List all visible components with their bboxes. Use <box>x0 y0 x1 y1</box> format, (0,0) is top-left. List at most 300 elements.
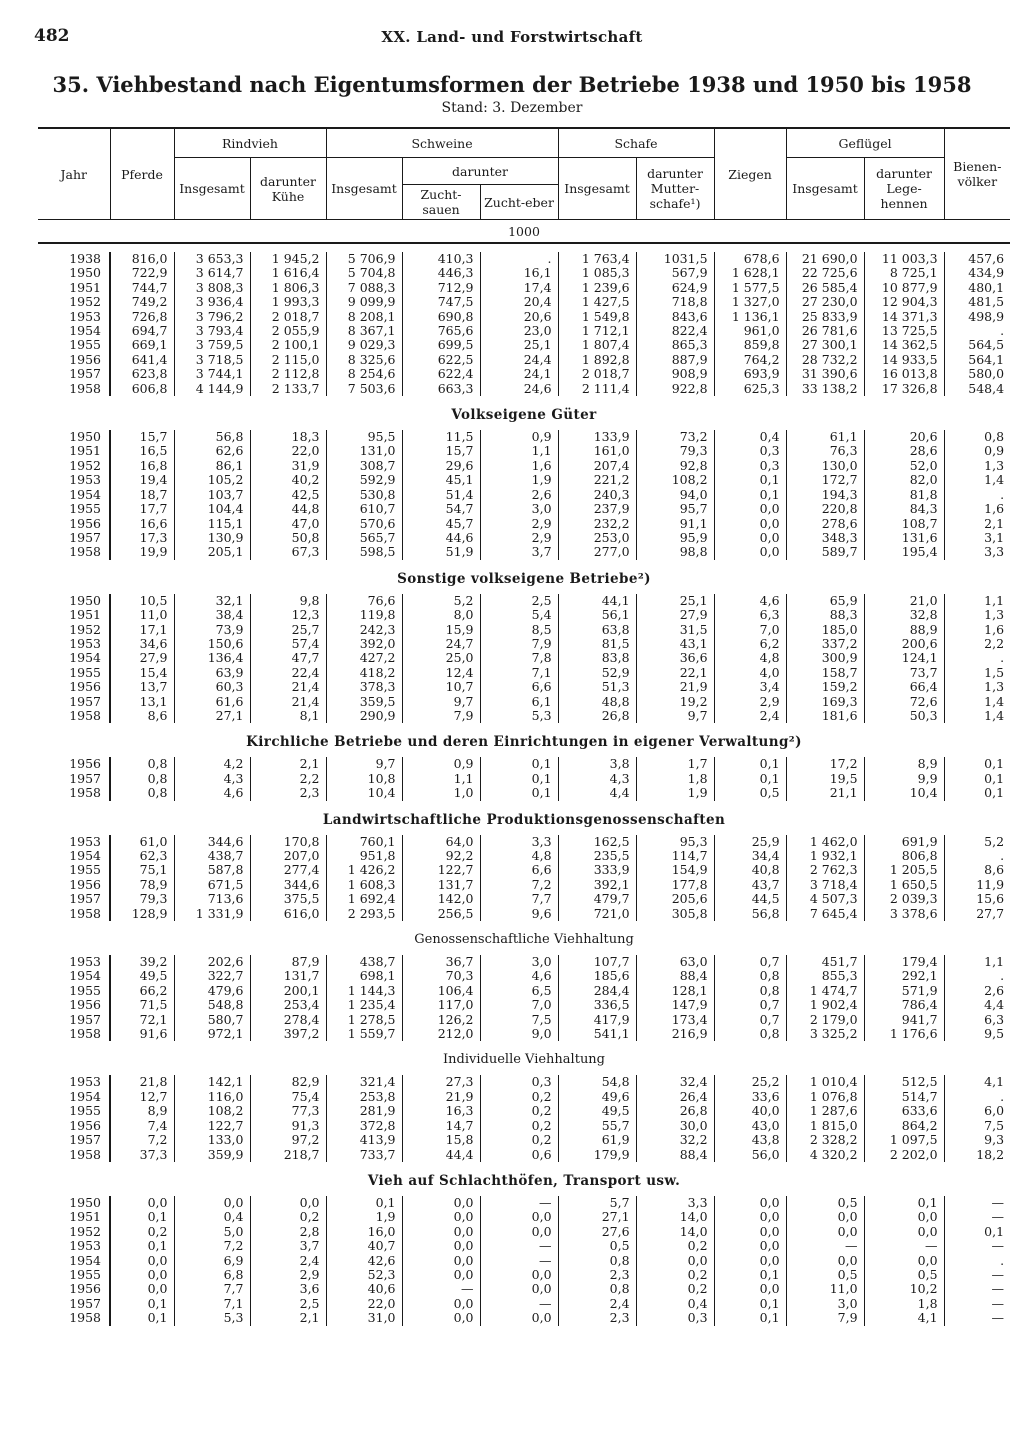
value-cell: 321,4 <box>326 1075 402 1089</box>
value-cell: 136,4 <box>174 651 250 665</box>
value-cell: 21,0 <box>864 594 944 608</box>
year-cell: 1954 <box>69 650 101 666</box>
value-cell: 15,6 <box>944 892 1010 906</box>
value-cell: 131,7 <box>250 969 326 983</box>
table-row <box>38 863 1010 877</box>
year-cell: 1956 <box>69 1117 101 1133</box>
value-cell: 290,9 <box>326 709 402 723</box>
value-cell: 0,2 <box>480 1090 558 1104</box>
value-cell: 0,1 <box>480 786 558 800</box>
value-cell: 95,5 <box>326 430 402 444</box>
value-cell: 124,1 <box>864 651 944 665</box>
header-rind-kuehe: darunter Kühe <box>250 158 326 220</box>
value-cell: 690,8 <box>402 310 480 324</box>
value-cell: 2,6 <box>944 984 1010 998</box>
value-cell: 63,9 <box>174 666 250 680</box>
value-cell: . <box>944 969 1010 983</box>
value-cell: 972,1 <box>174 1027 250 1041</box>
value-cell: 81,5 <box>558 637 636 651</box>
value-cell: 24,7 <box>402 637 480 651</box>
value-cell: 0,6 <box>480 1148 558 1162</box>
table-row <box>38 382 1010 396</box>
table-row <box>38 444 1010 458</box>
value-cell: 130,0 <box>786 459 864 473</box>
value-cell: 181,6 <box>786 709 864 723</box>
value-cell: 9,8 <box>250 594 326 608</box>
value-cell: 13,1 <box>110 695 174 709</box>
value-cell: 25,0 <box>402 651 480 665</box>
year-cell: 1952 <box>69 294 101 310</box>
value-cell: 12 904,3 <box>864 295 944 309</box>
value-cell: 51,4 <box>402 488 480 502</box>
value-cell: 13 725,5 <box>864 324 944 338</box>
value-cell: 693,9 <box>714 367 786 381</box>
value-cell: 1 902,4 <box>786 998 864 1012</box>
value-cell: 27,3 <box>402 1075 480 1089</box>
header-mutterschafe: darunter Mutter-schafe¹) <box>636 158 714 220</box>
value-cell: 87,9 <box>250 955 326 969</box>
value-cell: 0,0 <box>714 517 786 531</box>
value-cell: 548,8 <box>174 998 250 1012</box>
value-cell: 3 759,5 <box>174 338 250 352</box>
year-cell: 1955 <box>69 664 101 680</box>
value-cell: 0,8 <box>110 772 174 786</box>
value-cell: 103,7 <box>174 488 250 502</box>
value-cell: 0,0 <box>864 1254 944 1268</box>
value-cell: 11,5 <box>402 430 480 444</box>
year-cell: 1957 <box>69 1295 101 1311</box>
value-cell: 1 010,4 <box>786 1075 864 1089</box>
value-cell: 253,8 <box>326 1090 402 1104</box>
table-row <box>38 1119 1010 1133</box>
value-cell: 73,9 <box>174 623 250 637</box>
value-cell: 1 892,8 <box>558 353 636 367</box>
value-cell: 1,4 <box>944 709 1010 723</box>
year-cell: 1951 <box>69 279 101 295</box>
value-cell: 22,0 <box>326 1297 402 1311</box>
value-cell: 19,9 <box>110 545 174 559</box>
value-cell: 481,5 <box>944 295 1010 309</box>
year-cell: 1956 <box>69 515 101 531</box>
value-cell: 27,9 <box>636 608 714 622</box>
value-cell: 0,0 <box>786 1210 864 1224</box>
value-cell: 26 781,6 <box>786 324 864 338</box>
value-cell: 587,8 <box>174 863 250 877</box>
value-cell: 344,6 <box>250 878 326 892</box>
value-cell: 122,7 <box>402 863 480 877</box>
value-cell: 3,3 <box>636 1196 714 1210</box>
value-cell: 305,8 <box>636 907 714 921</box>
header-schw-insgesamt: Insgesamt <box>326 158 402 220</box>
value-cell: 6,9 <box>174 1254 250 1268</box>
value-cell: 0,0 <box>402 1239 480 1253</box>
value-cell: 6,2 <box>714 637 786 651</box>
value-cell: 3,4 <box>714 680 786 694</box>
value-cell: 130,9 <box>174 531 250 545</box>
value-cell: 77,3 <box>250 1104 326 1118</box>
value-cell: 622,5 <box>402 353 480 367</box>
table-row <box>38 266 1010 280</box>
value-cell: 150,6 <box>174 637 250 651</box>
value-cell: 3 793,4 <box>174 324 250 338</box>
value-cell: 816,0 <box>110 252 174 266</box>
value-cell: 1 628,1 <box>714 266 786 280</box>
section-heading-row <box>38 1162 1010 1196</box>
value-cell: 11,0 <box>786 1282 864 1296</box>
value-cell: 3 718,4 <box>786 878 864 892</box>
year-cell: 1958 <box>69 1146 101 1162</box>
table-row <box>38 955 1010 969</box>
value-cell: 82,9 <box>250 1075 326 1089</box>
section-title: Landwirtschaftliche Produktionsgenossenschaften <box>322 811 726 828</box>
value-cell: 0,0 <box>480 1210 558 1224</box>
value-cell: 131,0 <box>326 444 402 458</box>
value-cell: 479,6 <box>174 984 250 998</box>
header-schweine: Schweine <box>326 128 558 158</box>
value-cell: 1 945,2 <box>250 252 326 266</box>
value-cell: 1 616,4 <box>250 266 326 280</box>
value-cell: 14 362,5 <box>864 338 944 352</box>
value-cell: 480,1 <box>944 281 1010 295</box>
value-cell: 2,9 <box>714 695 786 709</box>
table-row <box>38 786 1010 800</box>
value-cell: 52,0 <box>864 459 944 473</box>
value-cell: 733,7 <box>326 1148 402 1162</box>
value-cell: 4,3 <box>174 772 250 786</box>
value-cell: 322,7 <box>174 969 250 983</box>
value-cell: 70,3 <box>402 969 480 983</box>
year-cell: 1952 <box>69 1223 101 1239</box>
table-row <box>38 1268 1010 1282</box>
value-cell: 722,9 <box>110 266 174 280</box>
value-cell: 56,1 <box>558 608 636 622</box>
value-cell: 7,8 <box>480 651 558 665</box>
value-cell: 721,0 <box>558 907 636 921</box>
value-cell: 78,9 <box>110 878 174 892</box>
value-cell: 699,5 <box>402 338 480 352</box>
value-cell: . <box>944 651 1010 665</box>
table-row <box>38 310 1010 324</box>
value-cell: 451,7 <box>786 955 864 969</box>
year-cell: 1956 <box>69 756 101 772</box>
value-cell: 207,4 <box>558 459 636 473</box>
value-cell: 4,6 <box>714 594 786 608</box>
value-cell: 8 325,6 <box>326 353 402 367</box>
year-cell: 1953 <box>69 954 101 970</box>
value-cell: 7,1 <box>480 666 558 680</box>
section-heading-row <box>38 560 1010 594</box>
table-row <box>38 1196 1010 1210</box>
value-cell: 91,1 <box>636 517 714 531</box>
value-cell: 36,6 <box>636 651 714 665</box>
value-cell: 9,7 <box>326 757 402 771</box>
value-cell: . <box>944 1090 1010 1104</box>
value-cell: 9,7 <box>636 709 714 723</box>
value-cell: 859,8 <box>714 338 786 352</box>
value-cell: 97,2 <box>250 1133 326 1147</box>
value-cell: 4 320,2 <box>786 1148 864 1162</box>
value-cell: 1 993,3 <box>250 295 326 309</box>
value-cell: 0,0 <box>864 1210 944 1224</box>
value-cell: 277,4 <box>250 863 326 877</box>
value-cell: 44,8 <box>250 502 326 516</box>
header-gefluegel: Geflügel <box>786 128 944 158</box>
value-cell: 541,1 <box>558 1027 636 1041</box>
table-row <box>38 594 1010 608</box>
value-cell: 0,0 <box>480 1311 558 1325</box>
value-cell: 5,0 <box>174 1225 250 1239</box>
table-row <box>38 1297 1010 1311</box>
value-cell: 786,4 <box>864 998 944 1012</box>
table-row <box>38 1282 1010 1296</box>
value-cell: 0,9 <box>480 430 558 444</box>
value-cell: 64,0 <box>402 835 480 849</box>
table-row <box>38 1013 1010 1027</box>
value-cell: 413,9 <box>326 1133 402 1147</box>
value-cell: 40,8 <box>714 863 786 877</box>
value-cell: 4,0 <box>714 666 786 680</box>
value-cell: 530,8 <box>326 488 402 502</box>
value-cell: 32,4 <box>636 1075 714 1089</box>
value-cell: 2 293,5 <box>326 907 402 921</box>
value-cell: 0,0 <box>714 1282 786 1296</box>
table-row <box>38 757 1010 771</box>
value-cell: 22 725,6 <box>786 266 864 280</box>
value-cell: 253,4 <box>250 998 326 1012</box>
value-cell: 56,0 <box>714 1148 786 1162</box>
value-cell: 1,1 <box>480 444 558 458</box>
value-cell: 0,1 <box>480 772 558 786</box>
value-cell: 98,8 <box>636 545 714 559</box>
value-cell: 1 559,7 <box>326 1027 402 1041</box>
value-cell: — <box>480 1297 558 1311</box>
value-cell: 5,3 <box>174 1311 250 1325</box>
value-cell: 0,1 <box>944 757 1010 771</box>
value-cell: 32,1 <box>174 594 250 608</box>
value-cell: 15,4 <box>110 666 174 680</box>
value-cell: 122,7 <box>174 1119 250 1133</box>
year-cell: 1953 <box>69 308 101 324</box>
value-cell: 25,2 <box>714 1075 786 1089</box>
value-cell: 0,8 <box>944 430 1010 444</box>
header-jahr: Jahr <box>38 128 110 220</box>
value-cell: 7 088,3 <box>326 281 402 295</box>
value-cell: 30,0 <box>636 1119 714 1133</box>
value-cell: 2,3 <box>250 786 326 800</box>
table-row <box>38 637 1010 651</box>
year-cell: 1953 <box>69 833 101 849</box>
value-cell: 43,7 <box>714 878 786 892</box>
table-row <box>38 1210 1010 1224</box>
value-cell: 397,2 <box>250 1027 326 1041</box>
table-row <box>38 709 1010 723</box>
value-cell: 75,1 <box>110 863 174 877</box>
value-cell: 0,2 <box>110 1225 174 1239</box>
value-cell: 641,4 <box>110 353 174 367</box>
value-cell: 359,9 <box>174 1148 250 1162</box>
value-cell: 0,2 <box>250 1210 326 1224</box>
value-cell: 173,4 <box>636 1013 714 1027</box>
value-cell: 242,3 <box>326 623 402 637</box>
value-cell: 1 331,9 <box>174 907 250 921</box>
value-cell: 278,6 <box>786 517 864 531</box>
value-cell: 16,5 <box>110 444 174 458</box>
value-cell: 19,2 <box>636 695 714 709</box>
value-cell: 95,3 <box>636 835 714 849</box>
value-cell: 0,1 <box>714 1268 786 1282</box>
value-cell: 14,7 <box>402 1119 480 1133</box>
value-cell: 27,1 <box>558 1210 636 1224</box>
table-row <box>38 835 1010 849</box>
value-cell: 95,9 <box>636 531 714 545</box>
value-cell: 678,6 <box>714 252 786 266</box>
value-cell: 185,0 <box>786 623 864 637</box>
value-cell: 10,8 <box>326 772 402 786</box>
value-cell: 1,9 <box>326 1210 402 1224</box>
value-cell: 56,8 <box>174 430 250 444</box>
value-cell: 88,4 <box>636 1148 714 1162</box>
value-cell: 512,5 <box>864 1075 944 1089</box>
section-heading-row <box>38 396 1010 430</box>
value-cell: 19,4 <box>110 473 174 487</box>
value-cell: 564,1 <box>944 353 1010 367</box>
value-cell: 116,0 <box>174 1090 250 1104</box>
value-cell: 2,5 <box>250 1297 326 1311</box>
value-cell: 1 462,0 <box>786 835 864 849</box>
value-cell: 45,1 <box>402 473 480 487</box>
value-cell: 14,0 <box>636 1225 714 1239</box>
value-cell: 1,7 <box>636 757 714 771</box>
section-title: Individuelle Viehhaltung <box>443 1052 606 1068</box>
value-cell: 21,8 <box>110 1075 174 1089</box>
value-cell: 79,3 <box>110 892 174 906</box>
value-cell: 3 653,3 <box>174 252 250 266</box>
value-cell: 158,7 <box>786 666 864 680</box>
table-row <box>38 353 1010 367</box>
value-cell: 220,8 <box>786 502 864 516</box>
value-cell: 5,3 <box>480 709 558 723</box>
value-cell: 119,8 <box>326 608 402 622</box>
value-cell: 0,9 <box>944 444 1010 458</box>
value-cell: 624,9 <box>636 281 714 295</box>
value-cell: 278,4 <box>250 1013 326 1027</box>
value-cell: 0,1 <box>326 1196 402 1210</box>
livestock-table <box>38 127 1010 1326</box>
section-heading-row <box>38 921 1010 955</box>
value-cell: 0,3 <box>714 459 786 473</box>
value-cell: 115,1 <box>174 517 250 531</box>
value-cell: 44,6 <box>402 531 480 545</box>
value-cell: 86,1 <box>174 459 250 473</box>
value-cell: 33 138,2 <box>786 382 864 396</box>
value-cell: 3 614,7 <box>174 266 250 280</box>
value-cell: 16 013,8 <box>864 367 944 381</box>
value-cell: 49,6 <box>558 1090 636 1104</box>
value-cell: 6,3 <box>944 1013 1010 1027</box>
value-cell: 2 018,7 <box>558 367 636 381</box>
value-cell: 1,1 <box>944 594 1010 608</box>
value-cell: — <box>944 1311 1010 1325</box>
value-cell: 2,9 <box>250 1268 326 1282</box>
value-cell: 27,6 <box>558 1225 636 1239</box>
value-cell: 0,1 <box>714 1311 786 1325</box>
value-cell: 11 003,3 <box>864 252 944 266</box>
value-cell: 7,5 <box>944 1119 1010 1133</box>
value-cell: 865,3 <box>636 338 714 352</box>
year-cell: 1954 <box>69 1252 101 1268</box>
value-cell: 1 608,3 <box>326 878 402 892</box>
value-cell: 1 474,7 <box>786 984 864 998</box>
value-cell: 669,1 <box>110 338 174 352</box>
value-cell: 822,4 <box>636 324 714 338</box>
value-cell: 1,9 <box>636 786 714 800</box>
value-cell: 0,1 <box>944 772 1010 786</box>
table-row <box>38 473 1010 487</box>
value-cell: 8,0 <box>402 608 480 622</box>
value-cell: 55,7 <box>558 1119 636 1133</box>
value-cell: 0,8 <box>558 1282 636 1296</box>
value-cell: 1,9 <box>480 473 558 487</box>
value-cell: 1 763,4 <box>558 252 636 266</box>
value-cell: 0,0 <box>480 1268 558 1282</box>
value-cell: 446,3 <box>402 266 480 280</box>
value-cell: 131,7 <box>402 878 480 892</box>
value-cell: 0,1 <box>714 473 786 487</box>
value-cell: 0,3 <box>714 444 786 458</box>
year-cell: 1954 <box>69 323 101 339</box>
value-cell: 131,6 <box>864 531 944 545</box>
table-row <box>38 878 1010 892</box>
value-cell: 7,2 <box>174 1239 250 1253</box>
year-cell: 1955 <box>69 1266 101 1282</box>
value-cell: 0,8 <box>714 969 786 983</box>
value-cell: 2,1 <box>250 1311 326 1325</box>
value-cell: 62,3 <box>110 849 174 863</box>
value-cell: 126,2 <box>402 1013 480 1027</box>
value-cell: 0,1 <box>480 757 558 771</box>
value-cell: 2,6 <box>480 488 558 502</box>
value-cell: 698,1 <box>326 969 402 983</box>
value-cell: 73,7 <box>864 666 944 680</box>
value-cell: 88,4 <box>636 969 714 983</box>
value-cell: 21,4 <box>250 680 326 694</box>
year-cell: 1957 <box>69 770 101 786</box>
value-cell: 4,1 <box>944 1075 1010 1089</box>
value-cell: 9,0 <box>480 1027 558 1041</box>
value-cell: — <box>864 1239 944 1253</box>
value-cell: 427,2 <box>326 651 402 665</box>
value-cell: 0,5 <box>786 1196 864 1210</box>
header-zuchtsauen: Zucht-sauen <box>402 185 480 220</box>
value-cell: 14 933,5 <box>864 353 944 367</box>
table-row <box>38 281 1010 295</box>
year-cell: 1953 <box>69 1238 101 1254</box>
table-row <box>38 1027 1010 1041</box>
value-cell: 42,5 <box>250 488 326 502</box>
value-cell: 0,0 <box>714 1196 786 1210</box>
value-cell: 27,7 <box>944 907 1010 921</box>
value-cell: 9,6 <box>480 907 558 921</box>
value-cell: — <box>402 1282 480 1296</box>
value-cell: 7,7 <box>480 892 558 906</box>
value-cell: 1 806,3 <box>250 281 326 295</box>
value-cell: 2 115,0 <box>250 353 326 367</box>
value-cell: 14 371,3 <box>864 310 944 324</box>
value-cell: 1,3 <box>944 459 1010 473</box>
value-cell: 25 833,9 <box>786 310 864 324</box>
value-cell: 114,7 <box>636 849 714 863</box>
value-cell: 15,8 <box>402 1133 480 1147</box>
